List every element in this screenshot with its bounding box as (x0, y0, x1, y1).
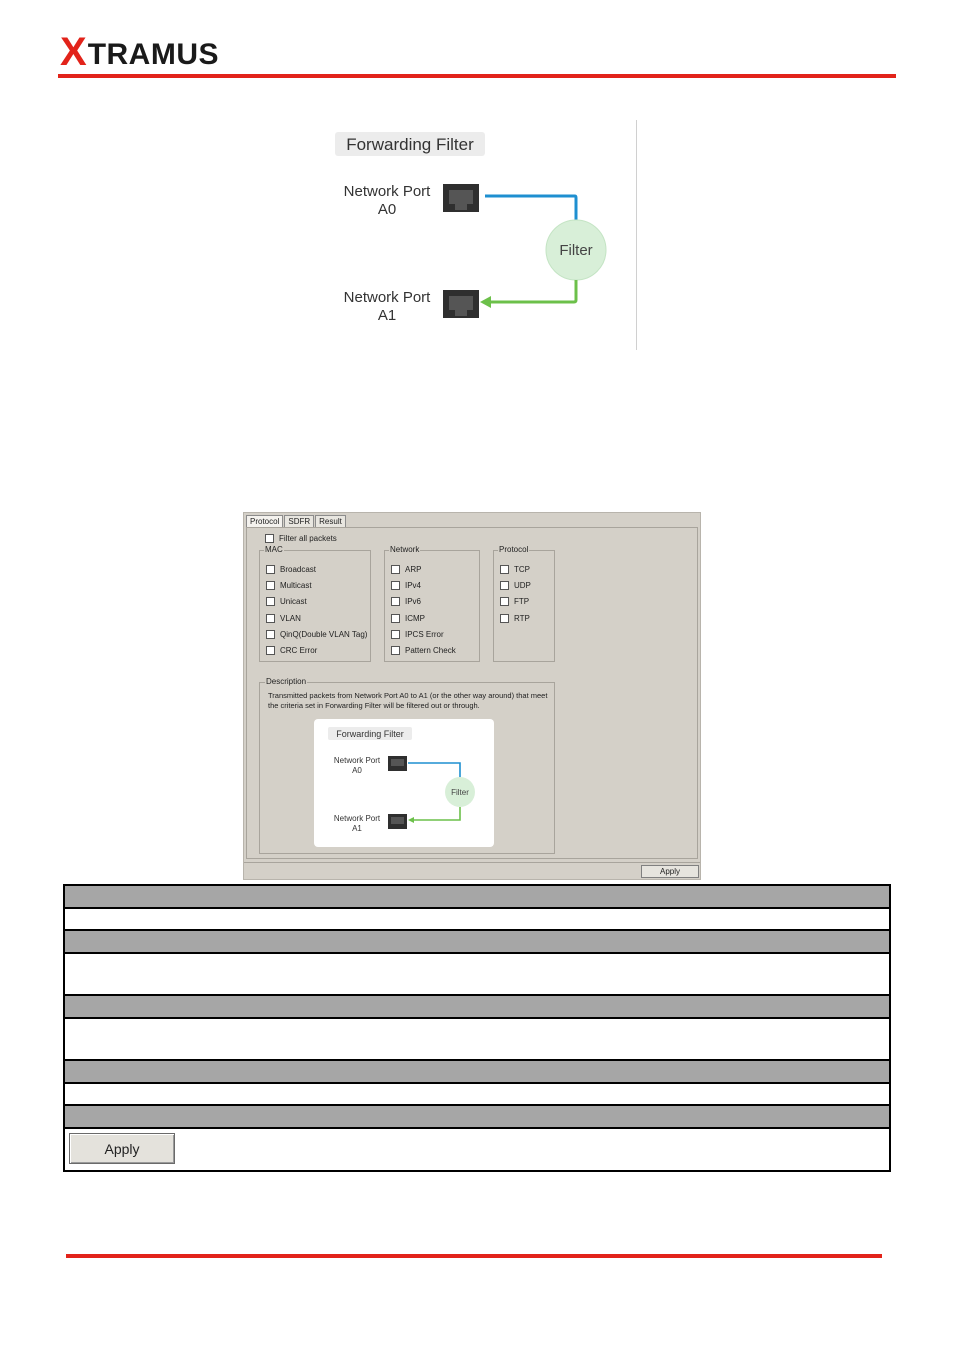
checkbox-label: UDP (514, 580, 531, 590)
protocol-rtp-checkbox[interactable] (500, 610, 531, 626)
network-ipv6-checkbox[interactable] (391, 594, 456, 610)
protocol-tab-content (246, 527, 698, 859)
checkbox-label: CRC Error (280, 646, 318, 656)
network-port-a0-icon (443, 184, 479, 212)
settings-table (63, 884, 891, 1172)
mini-green-arrow-icon (408, 817, 414, 823)
green-arrow-icon (480, 296, 491, 308)
filter-all-packets-checkbox[interactable] (265, 532, 337, 544)
protocol-tcp-checkbox[interactable] (500, 561, 531, 577)
checkbox-label: IPv4 (405, 580, 422, 590)
mac-group (259, 545, 371, 662)
filter-label: Filter (559, 242, 593, 259)
port-a0-label-line1: Network Port (343, 183, 431, 200)
filter-all-packets-label: Filter all packets (279, 533, 337, 543)
table-row-apply (65, 1129, 889, 1170)
protocol-udp-checkbox[interactable] (500, 577, 531, 593)
checkbox-label: Unicast (280, 597, 307, 607)
checkbox-label: VLAN (280, 613, 301, 623)
network-ipv4-checkbox[interactable] (391, 577, 456, 593)
checkbox-label: ARP (405, 564, 422, 574)
network-arp-checkbox[interactable] (391, 561, 456, 577)
tab-bar (246, 515, 347, 527)
network-ipcs-error-checkbox[interactable] (391, 626, 456, 642)
network-legend: Network (390, 545, 420, 554)
checkbox-label: RTP (514, 613, 530, 623)
mini-port-a0-line1: Network Port (333, 756, 381, 765)
checkbox-label: Multicast (280, 580, 312, 590)
mini-forwarding-filter-diagram (314, 719, 494, 847)
table-row (65, 954, 889, 996)
description-text: Transmitted packets from Network Port A0 to A1 (or the other way around) that meet the criteria set in Forwarding Filter will be filtered out or through. (268, 691, 548, 710)
footer-rule (66, 1254, 882, 1258)
checkbox-box[interactable] (265, 534, 274, 543)
table-row (65, 1084, 889, 1106)
checkbox-label: TCP (514, 564, 530, 574)
checkbox-label: Pattern Check (405, 646, 456, 656)
protocol-legend: Protocol (499, 545, 529, 554)
mac-multicast-checkbox[interactable] (266, 577, 367, 593)
forwarding-filter-panel (243, 512, 701, 880)
green-link-line (490, 280, 576, 302)
mini-filter-label: Filter (451, 788, 469, 797)
checkbox-label: ICMP (405, 613, 425, 623)
checkbox-label: IPCS Error (405, 629, 444, 639)
mini-port-a1-icon (388, 814, 407, 829)
network-pattern-check-checkbox[interactable] (391, 642, 456, 658)
table-header-row (65, 996, 889, 1019)
description-legend: Description (266, 677, 307, 686)
network-icmp-checkbox[interactable] (391, 610, 456, 626)
protocol-group (493, 545, 555, 662)
table-header-row (65, 1106, 889, 1129)
mini-diagram-title: Forwarding Filter (336, 729, 404, 739)
mac-qinq-checkbox[interactable] (266, 626, 367, 642)
table-header-row (65, 886, 889, 909)
checkbox-label: FTP (514, 597, 530, 607)
checkbox-label: IPv6 (405, 597, 422, 607)
protocol-ftp-checkbox[interactable] (500, 594, 531, 610)
panel-status-bar (244, 862, 700, 880)
port-a0-label-line2: A0 (377, 201, 397, 218)
mac-crc-error-checkbox[interactable] (266, 642, 367, 658)
header-rule (58, 74, 896, 78)
mini-port-a0-icon (388, 756, 407, 771)
checkbox-label: QinQ(Double VLAN Tag) (280, 629, 368, 639)
table-row (65, 909, 889, 931)
mac-broadcast-checkbox[interactable] (266, 561, 367, 577)
checkbox-label: Broadcast (280, 564, 317, 574)
mac-vlan-checkbox[interactable] (266, 610, 367, 626)
tab-result[interactable]: Result (315, 515, 346, 527)
panel-apply-button[interactable]: Apply (641, 865, 699, 878)
mini-port-a1-line1: Network Port (333, 814, 381, 823)
description-group (259, 677, 555, 854)
forwarding-filter-diagram (310, 120, 637, 350)
port-a1-label-line1: Network Port (343, 289, 431, 306)
port-a1-label-line2: A1 (377, 307, 397, 324)
table-header-row (65, 1061, 889, 1084)
logo-x: X (60, 30, 87, 74)
tab-protocol[interactable]: Protocol (246, 515, 283, 527)
diagram-title: Forwarding Filter (346, 135, 474, 154)
mini-port-a1-line2: A1 (352, 824, 362, 833)
table-row (65, 1019, 889, 1061)
network-group (384, 545, 480, 662)
xtramus-logo (60, 30, 220, 74)
tab-sdfr[interactable]: SDFR (284, 515, 314, 527)
network-port-a1-icon (443, 290, 479, 318)
blue-link-line (485, 196, 576, 220)
table-header-row (65, 931, 889, 954)
logo-text: TRAMUS (87, 38, 220, 71)
mini-port-a0-line2: A0 (352, 766, 362, 775)
apply-button[interactable]: Apply (69, 1133, 175, 1164)
mac-legend: MAC (265, 545, 283, 554)
mac-unicast-checkbox[interactable] (266, 594, 367, 610)
